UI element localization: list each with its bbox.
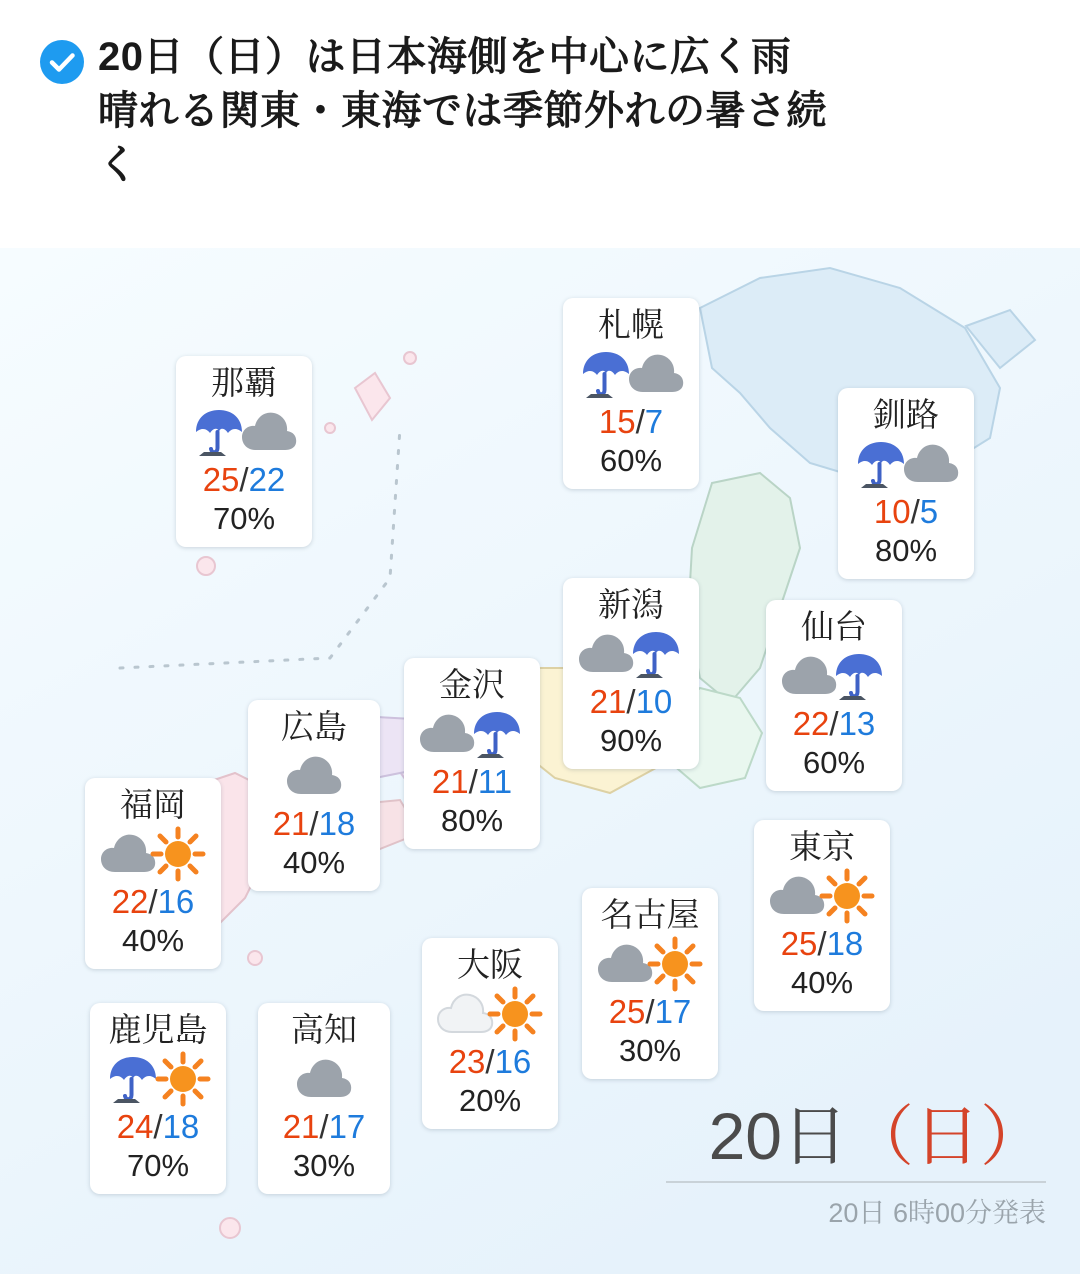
weather-card-4[interactable] [766,600,902,791]
weather-card-8[interactable] [85,778,221,969]
temperature-range [577,682,685,722]
weather-card-11[interactable] [90,1003,226,1194]
cloud-icon [902,436,960,492]
precipitation-probability: 30% [618,1032,682,1068]
city-name: 東京 [789,828,855,865]
city-name: 広島 [281,708,347,745]
weather-icons [418,706,526,762]
weather-icons [272,1051,376,1107]
date-stamp-main [666,1098,1046,1173]
temperature-range [436,1042,544,1082]
weather-card-5[interactable] [404,658,540,849]
precipitation-probability: 70% [212,500,276,536]
weather-icons [577,346,685,402]
temp-low: 5 [919,492,939,530]
weather-icons [262,748,366,804]
island-dot [248,951,262,965]
temp-high: 25 [780,924,818,962]
temperature-range [780,704,888,744]
city-name: 福岡 [120,786,186,823]
city-name: 新潟 [598,586,664,623]
temp-high: 10 [873,492,911,530]
city-name: 大阪 [457,946,523,983]
temp-separator: / [626,682,636,720]
date-stamp-day: 20日 [708,1098,848,1173]
temp-high: 21 [272,804,310,842]
city-name: 金沢 [439,666,505,703]
temp-separator: / [645,992,655,1030]
precipitation-probability: 60% [802,744,866,780]
weather-icons [768,868,876,924]
island-dot [220,1218,240,1238]
temperature-range [104,1107,212,1147]
weather-card-12[interactable] [258,1003,390,1194]
temp-low: 10 [635,682,673,720]
date-stamp [666,1098,1046,1230]
island-dot [404,352,416,364]
cloud-icon [627,346,685,402]
city-name: 那覇 [211,364,277,401]
weather-card-9[interactable] [582,888,718,1079]
temperature-range [852,492,960,532]
sun-icon [818,868,876,924]
weather-card-0[interactable] [176,356,312,547]
precipitation-probability: 60% [599,442,663,478]
temp-high: 22 [111,882,149,920]
temp-separator: / [239,460,249,498]
temp-high: 21 [282,1107,320,1145]
sun-icon [149,826,207,882]
island-dot [197,557,215,575]
precipitation-probability: 80% [440,802,504,838]
temp-high: 25 [608,992,646,1030]
check-circle-icon [40,40,84,84]
temp-separator: / [817,924,827,962]
date-stamp-dow: （日） [848,1098,1046,1173]
city-name: 仙台 [801,608,867,645]
sun-icon [646,936,704,992]
weather-card-6[interactable] [248,700,380,891]
sun-icon [154,1051,212,1107]
temp-separator: / [485,1042,495,1080]
temp-low: 13 [838,704,876,742]
headline-line-3: く [98,143,139,187]
weather-icons [99,826,207,882]
cloud-icon [295,1051,353,1107]
precipitation-probability: 90% [599,722,663,758]
temperature-range [577,402,685,442]
temp-separator: / [635,402,645,440]
precipitation-probability: 80% [874,532,938,568]
headline-line-2: 晴れる関東・東海では季節外れの暑さ続 [98,89,827,133]
temp-low: 17 [328,1107,366,1145]
weather-card-10[interactable] [422,938,558,1129]
japan-map[interactable] [0,248,1080,1274]
temp-separator: / [309,804,319,842]
cloud-icon [285,748,343,804]
precipitation-probability: 20% [458,1082,522,1118]
weather-icons [596,936,704,992]
city-name: 鹿児島 [108,1011,208,1048]
temp-low: 17 [654,992,692,1030]
temp-high: 24 [116,1107,154,1145]
weather-card-2[interactable] [838,388,974,579]
city-name: 名古屋 [600,896,700,933]
cloud-icon [240,404,298,460]
temp-low: 18 [826,924,864,962]
temperature-range [99,882,207,922]
temp-low: 16 [494,1042,532,1080]
temp-high: 25 [202,460,240,498]
issued-time: 20日 6時00分発表 [828,1198,1046,1228]
precipitation-probability: 30% [292,1147,356,1183]
weather-icons [577,626,685,682]
temp-low: 18 [318,804,356,842]
temp-high: 21 [431,762,469,800]
temperature-range [190,460,298,500]
umbrella-icon [627,626,685,682]
temp-separator: / [148,882,158,920]
weather-icons [104,1051,212,1107]
island-dot [325,423,335,433]
headline-line-1: 20日（日）は日本海側を中心に広く雨 [98,35,792,79]
temp-low: 16 [157,882,195,920]
weather-card-1[interactable] [563,298,699,489]
weather-icons [190,404,298,460]
weather-icons [852,436,960,492]
temp-separator: / [319,1107,329,1145]
weather-icons [436,986,544,1042]
temp-low: 22 [248,460,286,498]
temp-low: 11 [477,762,513,800]
temp-high: 22 [792,704,830,742]
temperature-range [272,1107,376,1147]
city-name: 高知 [291,1011,357,1048]
precipitation-probability: 40% [282,844,346,880]
city-name: 釧路 [873,396,939,433]
temp-separator: / [153,1107,163,1145]
temp-separator: / [910,492,920,530]
temp-high: 21 [589,682,627,720]
temperature-range [418,762,526,802]
precipitation-probability: 40% [121,922,185,958]
umbrella-icon [830,648,888,704]
temp-high: 15 [598,402,636,440]
weather-icons [780,648,888,704]
temp-low: 18 [162,1107,200,1145]
date-stamp-divider [666,1181,1046,1183]
temp-high: 23 [448,1042,486,1080]
temp-separator: / [468,762,478,800]
temp-separator: / [829,704,839,742]
city-name: 札幌 [598,306,664,343]
temperature-range [596,992,704,1032]
precipitation-probability: 40% [790,964,854,1000]
headline [0,0,1080,192]
headline-text [98,30,827,192]
temperature-range [768,924,876,964]
umbrella-icon [468,706,526,762]
weather-card-7[interactable] [754,820,890,1011]
weather-card-3[interactable] [563,578,699,769]
sun-icon [486,986,544,1042]
precipitation-probability: 70% [126,1147,190,1183]
temperature-range [262,804,366,844]
temp-low: 7 [644,402,664,440]
